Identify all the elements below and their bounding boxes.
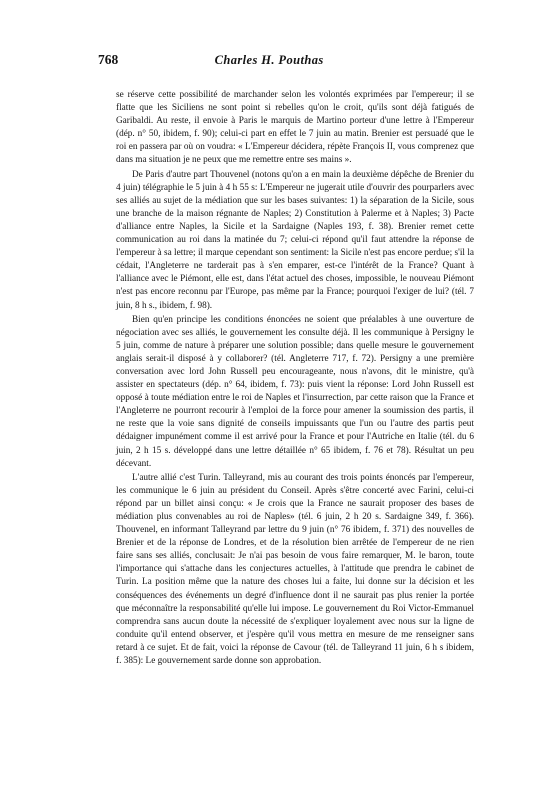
page-header bbox=[98, 52, 450, 70]
running-head: Charles H. Pouthas bbox=[214, 53, 324, 67]
paragraph-3: Bien qu'en principe les conditions énoncées ne soient que préalables à une ouverture de négociation avec ses alliés, le gouvernement les consulte déjà. Il les communique à Persigny le 5 juin, comme de nature à préparer une solution possible; dans quelle mesure le gouvernement anglais serait-il disposé à y collaborer? (tél. Angleterre 717, f. 72). Persigny a une première conversation avec lord John Russell peu encourageante, nous n'avons, dit le ministre, qu'à assister en spectateurs (dép. n° 64, ibidem, f. 73): puis vient la réponse: Lord John Russell est opposé à toute médiation entre le roi de Naples et l'insurrection, par cette raison que la France et l'Angleterre ne pourront recourir à l'emploi de la force pour amener la soumission des partis, il ne reste que la voie sans dignité de conseils impuissants que l'un ou l'autre des partis peut dédaigner impunément comme il est arrivé pour la France et pour l'Autriche en Italie (tél. du 6 juin, 2 h 15 s. développé dans une lettre détaillée n° 65 ibidem, f. 76 et 78). Résultat un peu décevant. bbox=[116, 314, 474, 469]
page-number: 768 bbox=[98, 52, 119, 67]
paragraph-1: se réserve cette possibilité de marchander selon les volontés exprimées par l'empereur; il se flatte que les Siciliens ne sont point si rebelles qu'on le croit, qu'ils sont déjà fatigués de Garibaldi. Au reste, il envoie à Paris le marquis de Martino porteur d'une lettre à l'Empereur (dép. n° 50, ibidem, f. 90); celui-ci part en effet le 7 juin au matin. Brenier est persuadé que le roi en passera par où on voudra: « L'Empereur décidera, répète François II, vous comprenez que dans ma situation je ne peux que me remettre entre ses mains ». bbox=[116, 90, 474, 166]
paragraph-4: L'autre allié c'est Turin. Talleyrand, mis au courant des trois points énoncés par l'empereur, les communique le 6 juin au président du Conseil. Après s'être concerté avec Farini, celui-ci répond par un billet ainsi conçu: « Je crois que la France ne saurait proposer des bases de médiation plus convenables au roi de Naples» (tél. 6 juin, 2 h 20 s. Sardaigne 349, f. 366). Thouvenel, en informant Talleyrand par lettre du 9 juin (n° 76 ibidem, f. 371) des nouvelles de Brenier et de la réponse de Londres, et de la résolution bien arrêtée de l'empereur de ne rien faire sans ses alliés, conclusait: Je n'ai pas besoin de vous faire remarquer, M. le baron, toute l'importance qui s'attache dans les conjectures actuelles, à l'attitude que prendra le cabinet de Turin. La position même que la nature des choses lui a faite, lui donne sur la décision et les conséquences des événements un degré d'influence dont il ne saurait pas plus renier la portée que méconnaître la responsabilité qu'elle lui impose. Le gouvernement du Roi Victor-Emmanuel comprendra sans aucun doute la nécessité de s'expliquer loyalement avec nous sur la ligne de conduite qu'il entend observer, et j'espère qu'il vous mettra en mesure de me renseigner sans retard à ce sujet. Et de fait, voici la réponse de Cavour (tél. de Talleyrand 11 juin, 6 h s ibidem, f. 385): Le gouvernement sarde donne son approbation. bbox=[116, 472, 474, 667]
body-text bbox=[116, 89, 474, 668]
paragraph-2: De Paris d'autre part Thouvenel (notons qu'on a en main la deuxième dépêche de Brenier du 4 juin) télégraphie le 5 juin à 4 h 55 s: L'Empereur ne jugerait utile d'ouvrir des pourparlers avec ses alliés au sujet de la médiation que sur les bases suivantes: 1) la séparation de la Sicile, sous une branche de la maison régnante de Naples; 2) Constitution à Palerme et à Naples; 3) Pacte d'alliance entre Naples, la Sicile et la Sardaigne (Naples 193, f. 38). Brenier remet cette communication au roi dans la matinée du 7; celui-ci répond qu'il faut attendre la réponse de l'empereur à sa lettre; il marque cependant son sentiment: la Sicile n'est pas encore perdue; s'il la cédait, l'Angleterre ne tarderait pas à s'en emparer, est-ce l'intérêt de la France? Quant à l'alliance avec le Piémont, elle est, dans l'état actuel des choses, impossible, le nouveau Piémont n'est pas encore reconnu par l'Europe, pas même par la France; pourquoi l'exiger de lui? (tél. 7 juin, 8 h s., ibidem, f. 98). bbox=[116, 169, 474, 311]
